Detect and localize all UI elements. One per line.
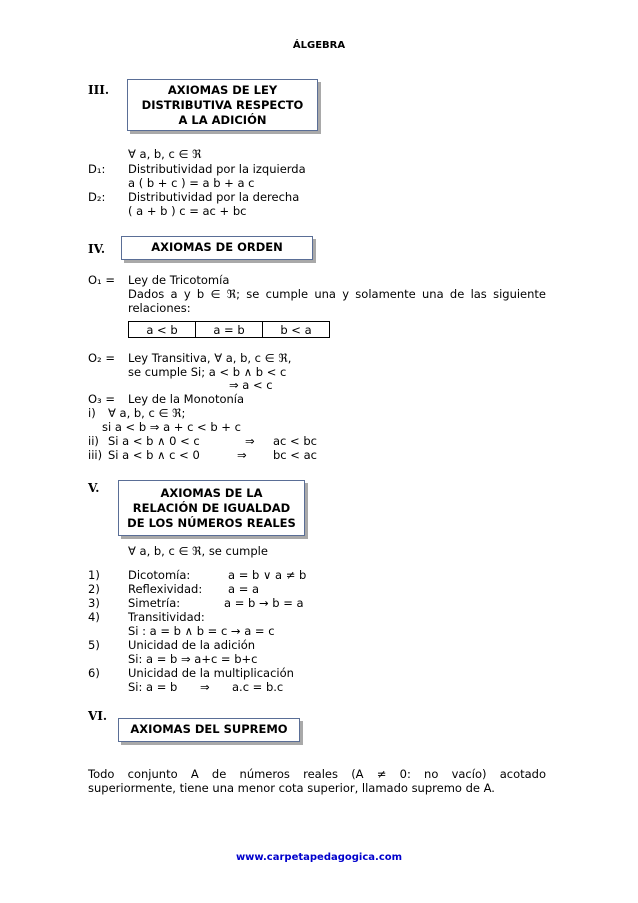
- page-header: ÁLGEBRA: [292, 40, 346, 51]
- axiom-name-d1: Distributividad por la izquierda: [128, 162, 306, 176]
- box-line: AXIOMAS DE ORDEN: [151, 240, 283, 254]
- item-label-i: i): [88, 406, 96, 420]
- item-text-i: ∀ a, b, c ∈ ℜ;: [108, 406, 186, 420]
- item-name: Transitividad:: [128, 610, 205, 624]
- relation-cell: a < b: [129, 322, 196, 338]
- axiom-name-d2: Distributividad por la derecha: [128, 190, 300, 204]
- item-formula: Si: a = b: [128, 680, 178, 694]
- item-label-iii: iii): [88, 448, 103, 462]
- section-number-v: V.: [88, 481, 100, 495]
- item-number: 6): [88, 666, 100, 680]
- item-name: Unicidad de la multiplicación: [128, 666, 294, 680]
- forall-statement: ∀ a, b, c ∈ ℜ: [128, 147, 202, 161]
- item-number: 5): [88, 638, 100, 652]
- axiom-name-o3: Ley de la Monotonía: [128, 392, 245, 406]
- section-number-iv: IV.: [88, 242, 106, 256]
- item-formula: a = a: [228, 582, 260, 596]
- implies-arrow: ⇒: [200, 680, 210, 694]
- axiom-formula-d2: ( a + b ) c = ac + bc: [128, 204, 247, 218]
- axiom-label-o3: O₃ =: [88, 392, 115, 406]
- item-name: Dicotomía:: [128, 568, 191, 582]
- axiom-formula-d1: a ( b + c ) = a b + a c: [128, 176, 255, 190]
- item-label-ii: ii): [88, 434, 99, 448]
- item-name: Reflexividad:: [128, 582, 203, 596]
- section-number-iii: III.: [88, 83, 110, 97]
- section-title-box-distributive: [127, 79, 318, 131]
- box-line: DE LOS NÚMEROS REALES: [127, 516, 296, 530]
- axiom-label-o1: O₁ =: [88, 273, 115, 287]
- implies-arrow: ⇒: [237, 448, 247, 462]
- relation-cell: b < a: [263, 322, 330, 338]
- item-formula: a = b ∨ a ≠ b: [228, 568, 307, 582]
- footer-link[interactable]: www.carpetapedagogica.com: [235, 852, 403, 863]
- item-text-ii: Si a < b ∧ 0 < c: [108, 434, 200, 448]
- paragraph-line: superiormente, tiene una menor cota superior, llamado supremo de A.: [88, 781, 495, 795]
- box-line: RELACIÓN DE IGUALDAD: [132, 501, 291, 515]
- trichotomy-relations-table: [128, 321, 330, 338]
- item-number: 1): [88, 568, 100, 582]
- axiom-text-o2: se cumple Si; a < b ∧ b < c: [128, 365, 287, 379]
- section-number-vi: VI.: [88, 709, 108, 723]
- implies-arrow: ⇒: [245, 434, 255, 448]
- axiom-text-o1: Dados a y b ∈ ℜ; se cumple una y solamente una de las siguiente: [128, 287, 546, 301]
- section-title-box-order: [121, 236, 313, 260]
- item-formula: a.c = b.c: [232, 680, 284, 694]
- item-name: Simetría:: [128, 596, 181, 610]
- item-formula-i: si a < b ⇒ a + c < b + c: [102, 420, 241, 434]
- box-line: A LA ADICIÓN: [178, 113, 267, 127]
- axiom-result-o2: ⇒ a < c: [229, 378, 273, 392]
- axiom-label-o2: O₂ =: [88, 351, 115, 365]
- section-title-box-supremum: [118, 718, 300, 742]
- axiom-name-o2: Ley Transitiva, ∀ a, b, c ∈ ℜ,: [128, 351, 292, 365]
- axiom-label-d1: D₁:: [88, 162, 106, 176]
- axiom-text-o1-cont: relaciones:: [128, 301, 191, 315]
- item-formula: Si: a = b ⇒ a+c = b+c: [128, 652, 258, 666]
- item-text-iii: Si a < b ∧ c < 0: [108, 448, 200, 462]
- item-number: 2): [88, 582, 100, 596]
- item-result-iii: bc < ac: [273, 448, 317, 462]
- item-formula: a = b → b = a: [224, 596, 304, 610]
- box-line: AXIOMAS DEL SUPREMO: [130, 722, 288, 736]
- axiom-label-d2: D₂:: [88, 190, 106, 204]
- paragraph-line: Todo conjunto A de números reales (A ≠ 0: no vacío) acotado: [88, 767, 546, 781]
- relation-cell: a = b: [196, 322, 263, 338]
- section-title-box-equality: [118, 480, 305, 536]
- item-result-ii: ac < bc: [273, 434, 317, 448]
- item-name: Unicidad de la adición: [128, 638, 256, 652]
- box-line: DISTRIBUTIVA RESPECTO: [141, 98, 304, 112]
- axiom-name-o1: Ley de Tricotomía: [128, 273, 230, 287]
- item-number: 3): [88, 596, 100, 610]
- box-line: AXIOMAS DE LEY: [167, 83, 278, 97]
- box-line: AXIOMAS DE LA: [160, 486, 263, 500]
- item-formula: Si : a = b ∧ b = c → a = c: [128, 624, 275, 638]
- forall-statement: ∀ a, b, c ∈ ℜ, se cumple: [128, 544, 268, 558]
- item-number: 4): [88, 610, 100, 624]
